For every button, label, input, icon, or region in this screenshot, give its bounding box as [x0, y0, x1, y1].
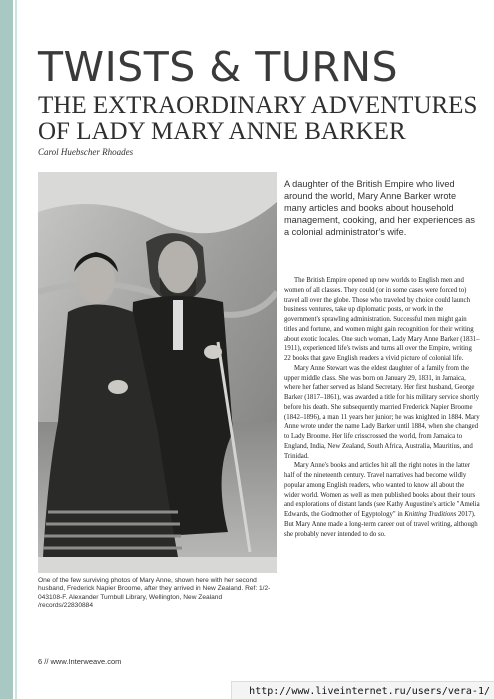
body-paragraph: The British Empire opened up new worlds to English men and women of all classes. They could (or in some cases were forced to) travel all over the globe. Those who traveled by choice could launch business ventures, take up diplomatic posts, or work in the government's sprawling administration. Successful men might gain titles and fortune, and women might gain recognition for their writing about exotic locales. One such woman, Lady Mary Anne Barker (1831–1911), experienced life's twists and turns all over the Empire, writing 22 books that gave English readers a vivid picture of colonial life.	[284, 277, 480, 362]
watermark-strip	[231, 681, 494, 699]
photo-caption: One of the few surviving photos of Mary Anne, shown here with her second husband, Frederick Napier Broome, after they arrived in New Zealand. Ref: 1/2-043108-F. Alexander Turnbull Library, Wellington, New Zealand /records/22830884	[38, 577, 271, 609]
article-body	[284, 276, 480, 539]
watermark-url[interactable]: http://www.liveinternet.ru/users/vera-1/	[249, 686, 490, 697]
page-footer: 6 // www.Interweave.com	[38, 657, 122, 666]
author-byline: Carol Huebscher Rhoades	[38, 147, 134, 157]
body-paragraph: Mary Anne's books and articles hit all the right notes in the latter half of the nineteenth century. Travel narratives had become wildly popular among English readers, who wanted to know all about the wider world. Women as well as men published books about their tours and explorations of distant lands (see Kathy Augustine's article "Amelia Edwards, the Godmother of Egyptology" in Knitting Traditions 2017). But Mary Anne made a long-term career out of travel writing, although she probably never intended to do so.	[284, 462, 480, 538]
article-intro: A daughter of the British Empire who lived around the world, Mary Anne Barker wrote many articles and books about household management, cooking, and her experiences as a colonial administrator's wife.	[284, 179, 476, 237]
article-subtitle-line1: THE EXTRAORDINARY ADVENTURES	[38, 92, 478, 119]
article-title: TWISTS & TURNS	[38, 43, 399, 91]
magazine-title: Knitting Traditions	[404, 511, 457, 518]
accent-stripe	[0, 0, 13, 699]
accent-stripe-line	[15, 0, 17, 699]
historical-portrait-photo	[38, 172, 277, 573]
article-subtitle-line2: OF LADY MARY ANNE BARKER	[38, 118, 406, 145]
body-paragraph: Mary Anne Stewart was the eldest daughter of a family from the upper middle class. She was born on January 29, 1831, in Jamaica, where her father served as Island Secretary. Her first husband, George Barker (1817–1861), was awarded a title for his military service shortly before his death. She subsequently married Frederick Napier Broome (1842–1896), a man 11 years her junior; he was knighted in 1884. Mary Anne wrote under the name Lady Barker until 1884, when she changed to Lady Broome. Her life crisscrossed the world, from Jamaica to England, India, New Zealand, South Africa, Australia, Mauritius, and Trinidad.	[284, 364, 480, 460]
